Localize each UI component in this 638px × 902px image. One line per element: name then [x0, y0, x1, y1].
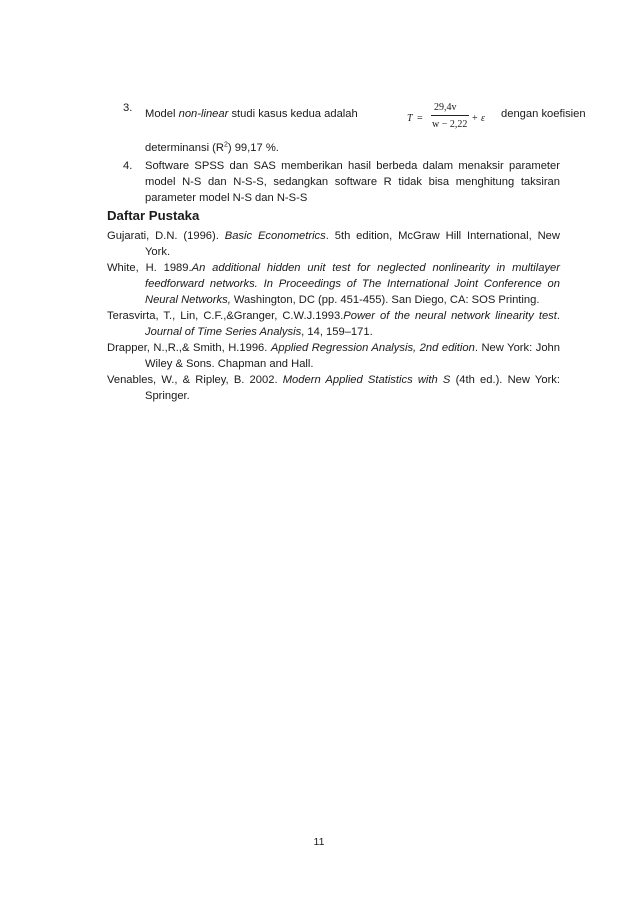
formula-numerator: 29,4v — [434, 102, 457, 113]
list-item-3 — [107, 100, 586, 156]
item3-line1 — [145, 100, 586, 140]
item4-text: Software SPSS dan SAS memberikan hasil berbeda dalam menaksir parameter model N-S dan N-S-S, sedangkan software R tidak bisa menghitung taksiran parameter model N-S dan N-S-S — [145, 160, 560, 204]
item3-line2: determinansi $(R^2)$ 99,17 %. — [145, 141, 279, 154]
formula-epsilon: ε — [481, 113, 485, 124]
formula-denominator: w − 2,22 — [432, 119, 468, 130]
regression-formula — [407, 100, 487, 134]
list-number: 3. — [123, 102, 133, 114]
reference-gujarati: Gujarati, D.N. (1996). Basic Econometrics. 5th edition, McGraw Hill International, New York. — [107, 230, 560, 258]
formula-plus: + — [472, 113, 478, 124]
formula-equals: = — [417, 113, 423, 124]
item3-text-end: dengan koefisien — [501, 108, 586, 120]
reference-drapper: Drapper, N.,R.,& Smith, H.1996. Applied Regression Analysis, 2nd edition. New York: John Wiley & Sons. Chapman and Hall. — [107, 342, 560, 370]
conclusion-list — [107, 100, 586, 206]
list-item-4 — [107, 158, 560, 206]
page-number: 11 — [313, 836, 325, 848]
list-number: 4. — [123, 160, 133, 172]
reference-list — [107, 228, 560, 404]
fraction-bar — [431, 115, 469, 116]
item3-italic: non-linear — [178, 108, 229, 120]
reference-white: White, H. 1989.An additional hidden unit test for neglected nonlinearity in multilayer feedforward networks. In Proceedings of The International Joint Conference on Neural Networks, Washington, DC (pp. 451-455). San Diego, CA: SOS Printing. — [107, 262, 561, 306]
item3-text-after: studi kasus kedua adalah — [228, 108, 358, 120]
reference-terasvirta: Terasvirta, T., Lin, C.F.,&Granger, C.W.J.1993.Power of the neural network linearity test. Journal of Time Series Analysis, 14, 159–171. — [107, 310, 560, 338]
reference-venables: Venables, W., & Ripley, B. 2002. Modern Applied Statistics with S (4th ed.). New York: Springer. — [107, 374, 561, 402]
section-heading: Daftar Pustaka — [107, 208, 200, 223]
superscript: 2 — [223, 141, 228, 149]
item3-text-before: Model — [145, 108, 179, 120]
formula-lhs: T — [407, 113, 413, 124]
